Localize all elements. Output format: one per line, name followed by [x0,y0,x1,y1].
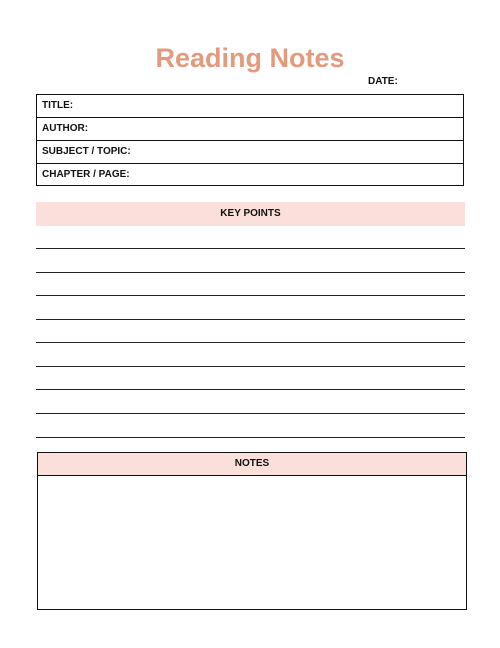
key-point-line[interactable] [36,437,465,438]
key-points-header: KEY POINTS [36,202,465,226]
notes-box[interactable] [37,452,467,610]
key-point-line[interactable] [36,389,465,390]
info-table [36,94,464,186]
key-point-line[interactable] [36,319,465,320]
chapter-page-field[interactable]: CHAPTER / PAGE: [42,169,130,180]
key-point-line[interactable] [36,272,465,273]
subject-topic-field[interactable]: SUBJECT / TOPIC: [37,141,463,164]
key-point-line[interactable] [36,366,465,367]
key-point-line[interactable] [36,248,465,249]
notes-header: NOTES [38,453,466,476]
title-field[interactable]: TITLE: [37,95,463,118]
date-label: DATE: [368,76,398,87]
page-title: Reading Notes [155,43,345,73]
key-point-line[interactable] [36,413,465,414]
key-point-line[interactable] [36,342,465,343]
author-field[interactable]: AUTHOR: [37,118,463,141]
key-point-line[interactable] [36,295,465,296]
